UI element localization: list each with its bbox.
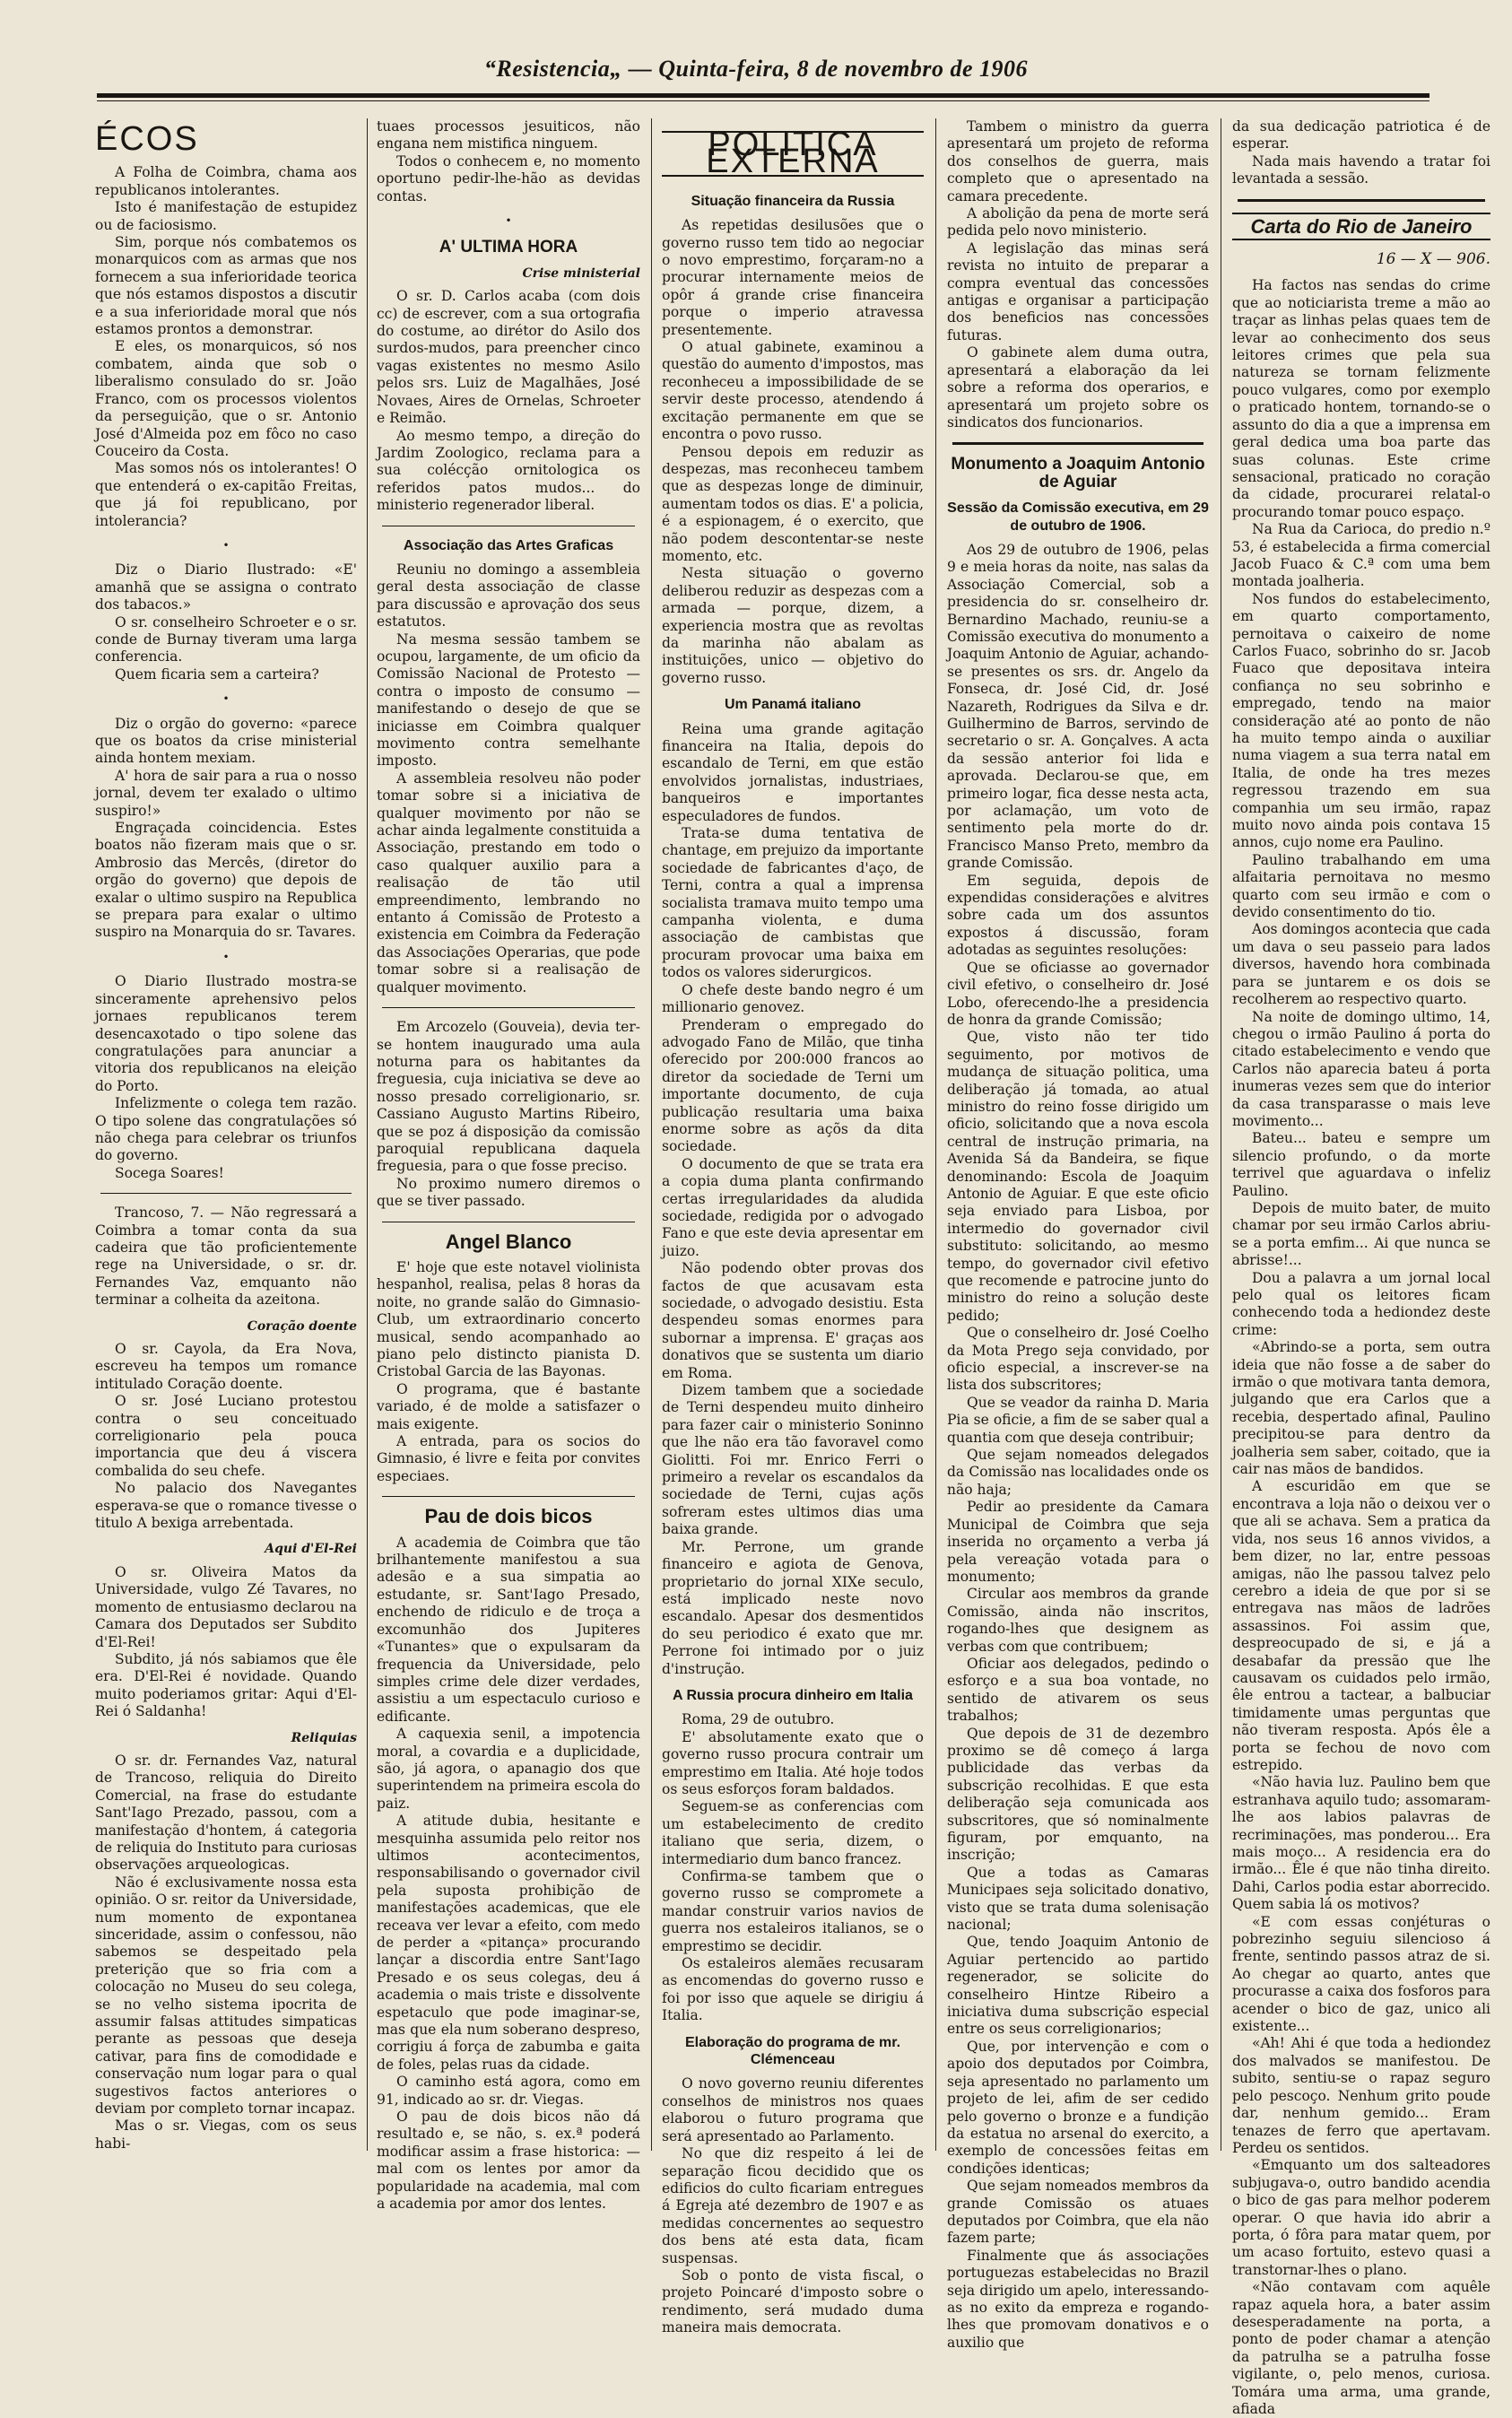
paragraph: Que depois de 31 de dezembro proximo se dê começo á larga publicidade das verbas da subscrição recolhidas. E que esta deliberação seja comunicada aos subscritores, que só nominalmente figuram, por emquanto, na inscrição; [947,1725,1209,1864]
paragraph: O programa, que é bastante variado, é de molde a satisfazer o mais exigente. [377,1380,640,1432]
paragraph: Os estaleiros alemães recusaram as encomendas do governo russo e foi por isso que aquele se dirigiu á Italia. [662,1955,924,2024]
section-heading: POLITICA EXTERNA [662,131,924,177]
paragraph: No proximo numero diremos o que se tiver passado. [377,1175,640,1210]
paragraph: O sr. José Luciano protestou contra o seu conceituado correligionario pela pouca importancia que deu á viscera combalida do seu chefe. [95,1393,357,1479]
paragraph: Que, por intervenção e com o apoio dos deputados por Coimbra, seja apresentado no parlamento um projeto de lei, afim de ser cedido pelo governo o bronze e a fundição da estatua no arsenal do exercito, a exemplo de concessões feitas em condições identicas; [947,2038,1209,2177]
paragraph: «Não havia luz. Paulino bem que estranhava aquilo tudo; assomaram-lhe aos labios palavras de recriminações, mas ponderou... Era mais moço... A residencia era do irmão... Êle é que não tinha direito. Dahi, Carlos podia estar aborrecido. Quem sabia lá os motivos? [1232,1774,1490,1913]
paragraph: O atual gabinete, examinou a questão do aumento d'impostos, mas reconheceu a impossibilidade de se servir deste processo, atendendo á excitação permanente em que se encontra o povo russo. [662,339,924,443]
column-separator [367,118,368,2151]
paragraph: O sr. dr. Fernandes Vaz, natural de Trancoso, reliquia do Direito Comercial, na frase do estudante Sant'Iago Prezado, passou, com a manifestação d'hontem, á categoria de reliquia do Instituto para curiosas observações arqueologicas. [95,1752,357,1874]
paragraph: «Emquanto um dos salteadores subjugava-o, outro bandido acendia o bico de gas para melhor poderem operar. O que havia ido abrir a porta, ó fôra para matar quem, por um acaso fortuito, estevo quasi a transtornar-lhes o plano. [1232,2157,1490,2278]
paragraph: A entrada, para os socios do Gimnasio, é livre e feita por convites especiaes. [377,1433,640,1484]
column-separator [651,118,652,2151]
article-heading: Angel Blanco [445,1230,572,1253]
paragraph: A assembleia resolveu não poder tomar sobre si a iniciativa de qualquer movimento por não se achar ainda legalmente constituida a Associação, prestando em todo o caso qualquer auxilio para a realisação de tão util empreendimento, lembrando no entanto á Comissão de Protesto a existencia em Coimbra da Federação das Associações Operarias, que pode tomar sobre si a realisação de qualquer movimento. [377,770,640,996]
paragraph: Que, visto não ter tido seguimento, por motivos de mudança de situação politica, uma deliberação já tomada, ao atual ministro do reino fosse dirigido um oficio, solicitando que a nova escola central de instrução primaria, na Avenida Sá da Bandeira, se fique denominando: Escola de Joaquim Antonio de Aguiar. E que este oficio seja enviado para Lisboa, por intermedio do governador civil substituto: solicitando, ao mesmo tempo, do governador civil efetivo que recomende e patrocine junto do ministro do reino a solução deste pedido; [947,1029,1209,1324]
paragraph: Não é exclusivamente nossa esta opinião. O sr. reitor da Universidade, num momento de expontanea sinceridade, assim o confessou, não sabemos se despeitado pela preterição que so fria com a colocação no Museu do seu colega, se no velho sistema ipocrita de assumir falsas attitudes simpaticas perante as pessoas que deseja cativar, para fins de comodidade e conservação num logar para o qual sugestivos factos anteriores o deviam por completo tornar incapaz. [95,1874,357,2118]
paragraph: Dizem tambem que a sociedade de Terni despendeu muito dinheiro para fazer cair o ministerio Soninno que lhe não era tão favoravel como Giolitti. Foi mr. Enrico Ferri o primeiro a revelar os escandalos da sociedade de Terni, cujas açõs sofreram estes ultimos dias uma baixa grande. [662,1382,924,1538]
paragraph: O Diario Ilustrado mostra-se sinceramente aprehensivo pelos jornaes republicanos terem desencaxotado o tipo solene das congratulações para anunciar a vitoria dos republicanos na eleição do Porto. [95,973,357,1094]
paragraph: No que diz respeito á lei de separação ficou decidido que os edificios do culto ficariam entregues á Egreja até dezembro de 1907 e as medidas concernentes ao sequestro dos bens até esta data, ficam suspensas. [662,2145,924,2266]
item-separator: • [222,692,230,706]
paragraph: Paulino trabalhando em uma alfaitaria pernoitava no mesmo quarto com seu irmão e com o devido consentimento do tio. [1232,851,1490,921]
column-1 [95,118,357,2151]
paragraph: Na Rua da Carioca, do predio n.º 53, é estabelecida a firma comercial Jacob Fuaco & C.ª com uma bem montada joalheria. [1232,521,1490,590]
paragraph: Pedir ao presidente da Camara Municipal de Coimbra que seja inserida no orçamento a verba já pela vereação votada para o monumento; [947,1499,1209,1585]
paragraph: Reuniu no domingo a assembleia geral desta associação de classe para discussão e aprovação dos seus estatutos. [377,561,640,631]
paragraph: Tambem o ministro da guerra apresentará um projeto de reforma dos conselhos de guerra, mais completo que o apresentado na camara precedente. [947,118,1209,204]
paragraph: Mas o sr. Viegas, com os seus habi- [95,2118,357,2152]
article-heading: A' ULTIMA HORA [439,238,578,257]
paragraph: Trancoso, 7. — Não regressará a Coimbra a tomar conta da sua cadeira que tão proficientemente rege na Universidade, o sr. dr. Fernandes Vaz, emquanto não terminar a colheita da azeitona. [95,1205,357,1309]
article-subheading: Situação financeira da Russia [691,193,895,209]
masthead-rule [97,93,1429,101]
paragraph: Que se veador da rainha D. Maria Pia se oficie, a fim de se saber qual a quantia com que deseja contribuir; [947,1394,1209,1446]
paragraph: O gabinete alem duma outra, apresentará a elaboração da lei sobre a reforma dos operarios, e apresentará um projeto sobre os sindicatos dos funcionarios. [947,344,1209,431]
paragraph: Mas somos nós os intolerantes! O que entenderá o ex-capitão Freitas, que já foi republicano, por intolerancia? [95,460,357,529]
paragraph: Bateu... bateu e sempre um silencio profundo, o da morte terrivel que aguardava o infeliz Paulino. [1232,1130,1490,1199]
paragraph: A abolição da pena de morte será pedida pelo novo ministerio. [947,205,1209,239]
article-heading: Pau de dois bicos [424,1505,593,1528]
paragraph: Trata-se duma tentativa de chantage, em prejuizo da importante sociedade de fabricantes d'aço, de Terni, contra a qual a imprensa socialista tramava muito tempo uma campanha violenta, e duma associação de cambistas que procuram provocar uma baixa em todos os valores siderurgicos. [662,825,924,981]
column-3 [662,118,924,2336]
paragraph: Ao mesmo tempo, a direção do Jardim Zoologico, reclama para a sua colécção ornitologica os referidos patos mudos... do ministerio regenerador liberal. [377,427,640,514]
paragraph: Oficiar aos delegados, pedindo o esforço e a sua boa vontade, no sentido de ativarem os seus trabalhos; [947,1655,1209,1725]
paragraph: Que sejam nomeados membros da grande Comissão os atuaes deputados por Coimbra, que ela não fazem parte; [947,2178,1209,2247]
paragraph: Mr. Perrone, um grande financeiro e agiota de Genova, proprietario do jornal XIXe seculo, está implicado neste novo escandalo. Apesar dos desmentidos do seu periodico é exato que mr. Perrone foi intimado por o juiz d'instrução. [662,1538,924,1677]
article-subheading: Associação das Artes Graficas [403,537,614,553]
paragraph: Diz o Diario Ilustrado: «E' amanhã que se assigna o contrato dos tabacos.» [95,561,357,613]
paragraph: Que, tendo Joaquim Antonio de Aguiar pertencido ao partido regenerador, se solicite do conselheiro Hintze Ribeiro a iniciativa duma subscrição especial entre os seus correligionarios; [947,1934,1209,2038]
paragraph: «Abrindo-se a porta, sem outra ideia que não fosse a de saber do irmão o que motivara tanta demora, julgando que era Carlos que a recebia, despertado afinal, Paulino precipitou-se para dentro da joalheria sem saber, coitado, que ia cair nas mãos de bandidos. [1232,1339,1490,1478]
paragraph: Que sejam nomeados delegados da Comissão nas localidades onde os não haja; [947,1447,1209,1498]
paragraph: Confirma-se tambem que o governo russo se compromete a mandar construir varios navios de guerra nos estaleiros italianos, se o emprestimo se decidir. [662,1868,924,1954]
paragraph: Nada mais havendo a tratar foi levantada a sessão. [1232,152,1490,187]
section-divider [382,1496,635,1497]
paragraph: Todos o conhecem e, no momento oportuno pedir-lhe-hão as devidas contas. [377,152,640,204]
paragraph: Que a todas as Camaras Municipaes seja solicitado donativo, visto que se trata duma solenisação nacional; [947,1864,1209,1934]
article-subheading: Reliquias [291,1730,357,1745]
paragraph: «Ah! Ahi é que toda a hediondez dos malvados se manifestou. De subito, sentiu-se o rapaz seguro pelo pescoço. Nenhum grito poude dar, nenhum gemido... Eram tenazes de ferro que apertavam. Perdeu os sentidos. [1232,2035,1490,2156]
paragraph: A' hora de sair para a rua o nosso jornal, devem ter exalado o ultimo suspiro!» [95,767,357,819]
paragraph: A caquexia senil, a impotencia moral, a covardia e a duplicidade, são, já agora, o apanagio dos que superintendem na primeira escola do paiz. [377,1726,640,1812]
article-subheading: Coração doente [247,1318,357,1334]
paragraph: Nos fundos do estabelecimento, em quarto comportamento, pernoitava o caixeiro de nome Carlos Fuaco, sobrinho do sr. Jacob Fuaco que depositava inteira confiança no seu sobrinho e empregado, tendo na maior consideração até ao ponto de não ha muito tempo ainda o auxiliar numa viagem a sua terra natal em Italia, de onde ha tres mezes regressou trazendo em sua companhia um seu irmão, rapaz muito novo ainda pois contava 15 annos, cujo nome era Paulino. [1232,590,1490,851]
section-divider [100,1193,352,1194]
item-separator: • [222,538,230,552]
paragraph: Engraçada coincidencia. Estes boatos não fizeram mais que o sr. Ambrosio das Mercês, (diretor do orgão do governo) que depois de exalar o ultimo suspiro na Republica se prepara para exalar o ultimo suspiro na Monarquia do sr. Tavares. [95,820,357,941]
paragraph: «Não contavam com aquêle rapaz aquela hora, a bater assim desesperadamente na porta, a ponto de poder chamar a atenção da patrulha se a patrulha fosse vigilante, o, pelo menos, curiosa. Tomára uma arma, uma grande, afiada [1232,2279,1490,2417]
paragraph: Aos 29 de outubro de 1906, pelas 9 e meia horas da noite, nas salas da Associação Comercial, sob a presidencia do sr. conselheiro dr. Bernardino Machado, reuniu-se a Comissão executiva do monumento a Joaquim Antonio de Aguiar, achando-se presentes os srs. dr. Angelo da Fonseca, dr. José Cid, dr. José Nazareth, Rodrigues da Silva e dr. Guilhermino de Barros, servindo de secretario o sr. A. Gonçalves. A acta da sessão anterior foi lida e aprovada. Declarou-se que, em primeiro logar, fica desse nesta acta, por aclamação, um voto de sentimento pela morte do dr. Francisco Manso Preto, membro da grande Comissão. [947,541,1209,872]
item-separator: • [505,214,512,228]
paragraph: O sr. Cayola, da Era Nova, escreveu ha tempos um romance intitulado Coração doente. [95,1341,357,1392]
paragraph: O pau de dois bicos não dá resultado e, se não, s. ex.ª poderá modificar assim a frase historica: — mal com os lentes por amor da popularidade na academia, mal com a academia por amor dos lentes. [377,2109,640,2213]
paragraph: Diz o orgão do governo: «parece que os boatos da crise ministerial ainda hontem mexiam. [95,715,357,767]
paragraph: Socega Soares! [115,1164,224,1181]
column-4 [947,118,1209,2351]
paragraph: O documento de que se trata era a copia duma planta confirmando certas irregularidades da aludida sociedade, redigida por o advogado Fano e que este devia apresentar em juizo. [662,1155,924,1259]
masthead: “Resistencia„ — Quinta-feira, 8 de novembro de 1906 [483,56,1029,82]
paragraph: No palacio dos Navegantes esperava-se que o romance tivesse o titulo A bexiga arrebentada. [95,1480,357,1532]
section-divider [952,442,1204,445]
paragraph: Finalmente que ás associações portuguezas estabelecidas no Brazil seja dirigido um apelo, interessando-as no exito da empreza e rogando-lhes que promovam donativos e o auxilio que [947,2247,1209,2351]
paragraph: O chefe deste bando negro é um millionario genovez. [662,981,924,1016]
article-heading: Monumento a Joaquim Antonio de Aguiar [951,455,1205,491]
paragraph: Sob o ponto de vista fiscal, o projeto Poincaré d'imposto sobre o rendimento, será mudado duma maneira mais democrata. [662,2266,924,2336]
paragraph: tuaes processos jesuiticos, não engana nem mistifica ninguem. [377,118,640,152]
paragraph: A Folha de Coimbra, chama aos republicanos intolerantes. [95,164,357,198]
paragraph: Que se oficiasse ao governador civil efetivo, o conselheiro dr. José Lobo, oferecendo-lhe a presidencia de honra da grande Comissão; [947,959,1209,1028]
article-subheading: A Russia procura dinheiro em Italia [673,1687,913,1703]
paragraph: O sr. Oliveira Matos da Universidade, vulgo Zé Tavares, no momento de entusiasmo declarou na Camara dos Deputados ser Subdito d'El-Rei! [95,1563,357,1650]
paragraph: Nesta situação o governo deliberou reduzir as despezas com a armada — porque, dizem, a experiencia mostra que as revoltas da marinha não abalam as instituições, unico — objetivo do governo russo. [662,565,924,686]
paragraph: Infelizmente o colega tem razão. O tipo solene das congratulações só não chega para celebrar os triunfos do governo. [95,1095,357,1164]
paragraph: As repetidas desilusões que o governo russo tem tido ao negociar o novo emprestimo, forçaram-no a procurar internamente meios de opôr á grande crise financeira porque o imperio atravessa presentemente. [662,217,924,338]
paragraph: A legislação das minas será revista no intuito de preparar a compra eventual das concessões antigas e organisar a participação dos beneficios nas concessões futuras. [947,239,1209,344]
article-subheading: Um Panamá italiano [724,697,862,713]
section-heading: ÉCOS [95,120,199,158]
article-subheading: Crise ministerial [522,265,640,281]
paragraph: Dou a palavra a um jornal local pelo qual os leitores ficam conhecendo toda a hediondez deste crime: [1232,1269,1490,1338]
paragraph: Na noite de domingo ultimo, 14, chegou o irmão Paulino á porta do citado estabelecimento e vendo que Carlos não aparecia bateu á porta inumeras vezes sem que do interior da casa transparasse o mais leve movimento... [1232,1008,1490,1129]
paragraph: Em seguida, depois de expendidas considerações e alvitres sobre cada um dos assuntos expostos á discussão, foram adotadas as seguintes resoluções: [947,872,1209,959]
paragraph: Reina uma grande agitação financeira na Italia, depois do escandalo de Terni, em que estão envolvidos jornalistas, industriaes, banqueiros e importantes especuladores de fundos. [662,720,924,824]
paragraph: E eles, os monarquicos, só nos combatem, ainda que sob o liberalismo consulado do sr. João Franco, com os processos violentos da perseguição, que o sr. Antonio José d'Almeida poz em fôco no caso Couceiro da Costa. [95,338,357,459]
paragraph: Roma, 29 de outubro. [682,1711,835,1728]
column-separator [935,118,936,2151]
paragraph: Isto é manifestação de estupidez ou de faciosismo. [95,199,357,233]
paragraph: Que o conselheiro dr. José Coelho da Mota Prego seja convidado, por oficio especial, a inscrever-se na lista dos subscritores; [947,1325,1209,1394]
paragraph: A atitude dubia, hesitante e mesquinha assumida pelo reitor nos ultimos acontecimentos, responsabilisando o governador civil pela suposta prohibição de manifestações academicas, que ele receava ver levar a efeito, com medo de perder a «pitança» procurando lançar a discordia entre Sant'Iago Presado e os seus colegas, deu á academia o mais triste e dissolvente espetaculo que pode imaginar-se, mas que ela num soberano despreso, corrigiu á força de zabumba e gaita de foles, pelas ruas da cidade. [377,1813,640,2073]
paragraph: O sr. D. Carlos acaba (com dois cc) de escrever, com a sua ortografia do costume, ao dirétor do Asilo dos surdos-mudos, para preencher cinco vagas existentes no mesmo Asilo pelos srs. Luiz de Magalhães, José Novaes, Aires de Ornelas, Schroeter e Reimão. [377,288,640,427]
paragraph: O caminho está agora, como em 91, indicado ao sr. dr. Viegas. [377,2074,640,2108]
paragraph: A escuridão em que se encontrava a loja não o deixou ver o que ali se achava. Sem a pratica da vida, nos seus 16 annos vividos, a bem dizer, no lar, entre pessoas amigas, não lhe passou talvez pelo cerebro a ideia de que por si se entregava nas mãos de ladrões assassinos. Foi assim que, despreocupado de si, e já a desabafar da pressão que lhe causavam os cuidados pelo irmão, êle entrou a tactear, a balbuciar timidamente umas perguntas que não tiveram resposta. Após êle a porta se fechou de novo com estrepido. [1232,1478,1490,1773]
column-5 [1232,118,1490,2417]
article-subheading: Elaboração do programa de mr. Clémenceau [684,2034,901,2068]
paragraph: da sua dedicação patriotica é de esperar. [1232,118,1490,152]
paragraph: Ha factos nas sendas do crime que ao noticiarista treme a mão ao traçar as linhas pelas quaes tem de levar ao conhecimento dos seus leitores crimes que pela sua natureza se tornam felizmente pouco vulgares, como por exemplo o praticado hontem, tornando-se o assunto do dia a que a imprensa em geral dedica uma boa parte das suas colunas. Este crime sensacional, praticado no coração da cidade, procurarei relatal-o procurando tomar pouco espaço. [1232,277,1490,520]
dateline: 16 — X — 906. [1376,250,1490,269]
article-subheading: Sessão da Comissão executiva, em 29 de outubro de 1906. [947,500,1209,534]
paragraph: Depois de muito bater, de muito chamar por seu irmão Carlos abriu-se a porta emfim... Ai que nunca se abrisse!... [1232,1199,1490,1269]
article-subheading: Aqui d'El-Rei [265,1542,357,1557]
article-heading: Carta do Rio de Janeiro [1232,213,1490,240]
paragraph: E' hoje que este notavel violinista hespanhol, realisa, pelas 8 horas da noite, no grande salão do Gimnasio-Club, um extraordinario concerto musical, sendo acompanhado ao piano pelo distincto pianista D. Cristobal Garcia de las Bayonas. [377,1258,640,1380]
paragraph: Circular aos membros da grande Comissão, ainda não inscritos, rogando-lhes que designem as verbas com que contribuem; [947,1586,1209,1655]
paragraph: Quem ficaria sem a carteira? [115,665,319,683]
paragraph: Não podendo obter provas dos factos de que acusavam esta sociedade, o advogado desistiu. Esta despendeu somas enormes para subornar a imprensa. E' graças aos donativos que se sustenta um diario em Roma. [662,1260,924,1381]
paragraph: E' absolutamente exato que o governo russo procura contrair um emprestimo em Italia. Até hoje todos os seus esforços foram baldados. [662,1728,924,1797]
paragraph: «E com essas conjéturas o pobrezinho seguiu silencioso á frente, sentindo passos atraz de si. Ao chegar ao quarto, antes que procurasse a caixa dos fosforos para acender o bico de gaz, unico ali existente... [1232,1913,1490,2035]
section-divider [382,1007,635,1008]
columns [95,118,1490,2417]
column-2 [377,118,640,2213]
paragraph: O sr. conselheiro Schroeter e o sr. conde de Burnay tiveram uma larga conferencia. [95,613,357,665]
paragraph: Pensou depois em reduzir as despezas, mas reconheceu tambem que as despezas longe de diminuir, aumentam todos os dias. E' a policia, é a espionagem, é o exercito, que não podem descontentar-se neste momento, etc. [662,443,924,564]
item-separator: • [222,950,230,963]
paragraph: Subdito, já nós sabiamos que êle era. D'El-Rei é novidade. Quando muito poderiamos gritar: Aqui d'El-Rei ó Saldanha! [95,1650,357,1720]
paragraph: A academia de Coimbra que tão brilhantemente manifestou a sua adesão e a sua simpatia ao estudante, sr. Sant'Iago Presado, enchendo de ridiculo e de troça a excomunhão dos Jupiteres «Tunantes» que o expulsaram da frequencia da Universidade, pelo simples crime dele dizer verdades, assistiu a um espectaculo curioso e edificante. [377,1534,640,1725]
paragraph: Seguem-se as conferencias com um estabelecimento de credito italiano que seria, dizem, o intermediario dum banco francez. [662,1798,924,1867]
paragraph: Prenderam o empregado do advogado Fano de Milão, que tinha oferecido por 200:000 francos ao diretor da sociedade de Terni um importante documento, de cuja publicação resultaria uma baixa enorme sobre as açõs da dita sociedade. [662,1016,924,1155]
paragraph: Aos domingos acontecia que cada um dava o seu passeio para lados diversos, havendo hora combinada para se juntarem e os dois se recolherem ao respectivo quarto. [1232,921,1490,1008]
paragraph: O novo governo reuniu diferentes conselhos de ministros nos quaes elaborou o futuro programa que será apresentado ao Parlamento. [662,2075,924,2144]
paragraph: Em Arcozelo (Gouveia), devia ter-se hontem inaugurado uma aula noturna para os habitantes da freguesia, cuja iniciativa se deve ao nosso presado correligionario, sr. Cassiano Augusto Martins Ribeiro, que se poz á disposição da comissão paroquial republicana daquela freguesia, para o que fosse preciso. [377,1019,640,1175]
paragraph: Na mesma sessão tambem se ocupou, largamente, de um oficio da Comissão Nacional de Protesto — contra o imposto de consumo — manifestando o desejo de que se iniciasse em Coimbra qualquer movimento contra semelhante imposto. [377,631,640,770]
paragraph: Sim, porque nós combatemos os monarquicos com as armas que nos fornecem a sua inferioridade teorica que nós estamos dispostos a discutir e a sua inferioridade moral que nós estamos prontos a demonstrar. [95,234,357,338]
section-divider [1238,199,1485,202]
